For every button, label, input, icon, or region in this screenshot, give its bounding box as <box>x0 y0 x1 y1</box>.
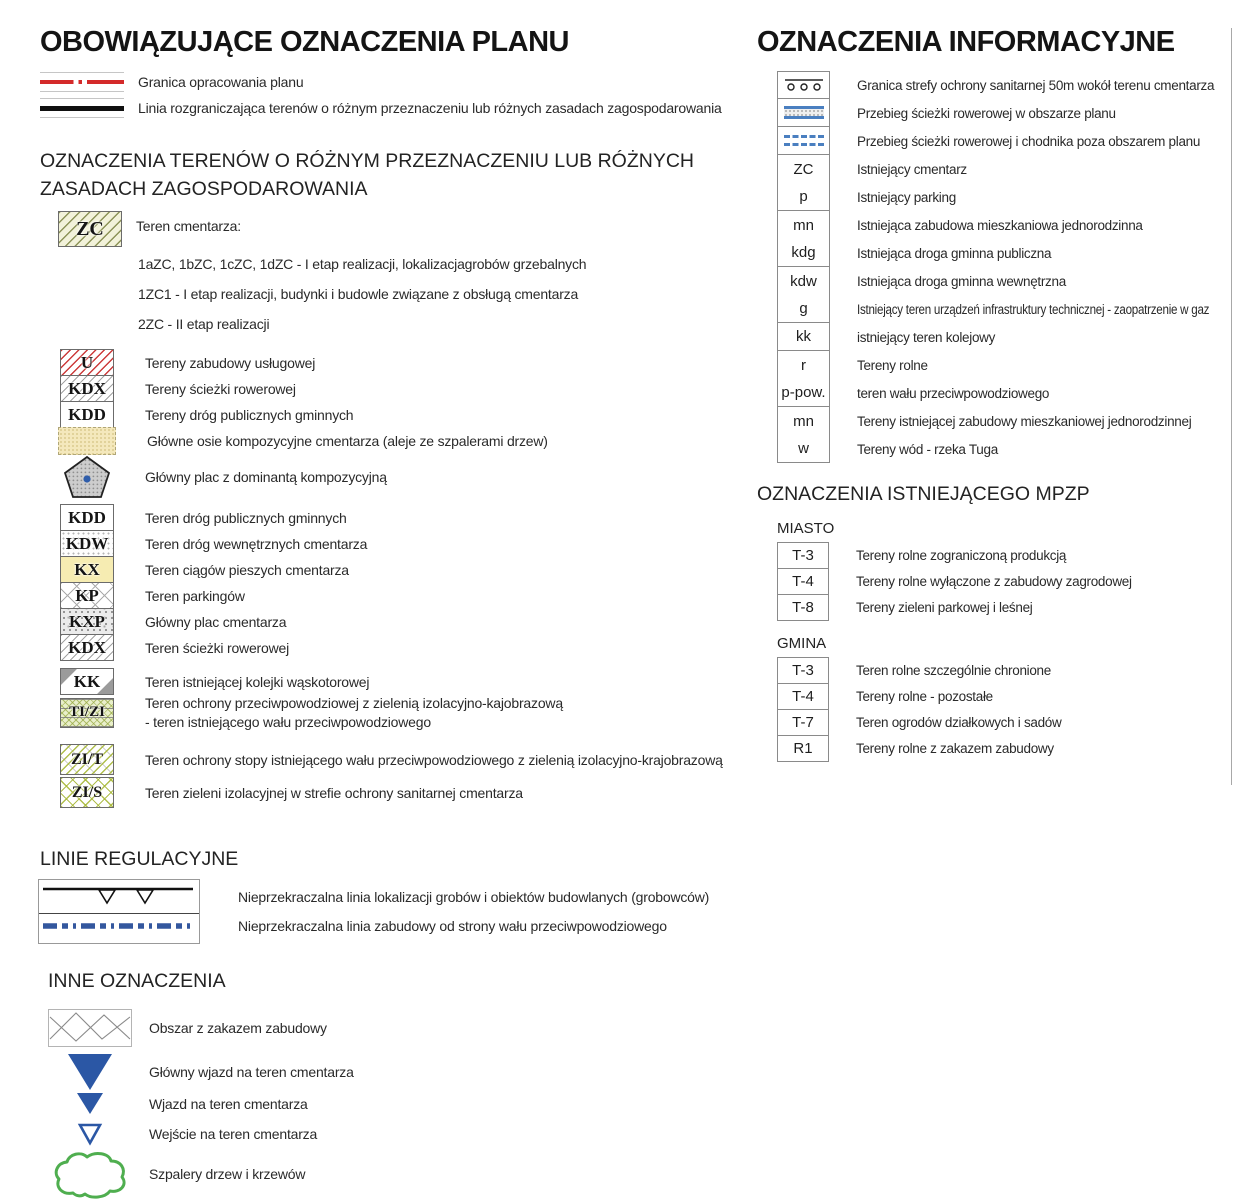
entrance-triangle-icon <box>58 1093 122 1114</box>
code-cell: mn <box>777 211 830 239</box>
code-cell: p-pow. <box>777 379 830 407</box>
swatch-code: KDD <box>68 404 106 424</box>
swatch-zit <box>60 744 114 775</box>
legend-row <box>40 375 745 402</box>
code-cell: w <box>777 435 830 463</box>
info-list <box>757 71 1235 463</box>
legend-row <box>40 69 745 95</box>
zones-list-a <box>40 349 745 500</box>
zones-heading-line2: ZASADACH ZAGOSPODAROWANIA <box>40 178 368 200</box>
legend-row <box>757 211 1235 239</box>
legend-label: Teren ogrodów działkowych i sadów <box>856 715 1062 730</box>
black-solid-line <box>40 106 124 111</box>
zc-sub-item: 2ZC - II etap realizacji <box>138 316 270 332</box>
legend-label: Granica strefy ochrony sanitarnej 50m wokół terenu cmentarza <box>857 77 1215 93</box>
legend-label: Przebieg ścieżki rowerowej i chodnika poza obszarem planu <box>857 133 1201 149</box>
sanitary-zone-line-icon <box>777 71 830 99</box>
legend-row <box>757 657 1235 684</box>
legend-row <box>757 379 1235 407</box>
legend-label: Wjazd na teren cmentarza <box>149 1095 308 1112</box>
legend-label: Tereny ścieżki rowerowej <box>145 380 296 397</box>
legend-row <box>40 777 745 808</box>
legend-label: Tereny rolne wyłączone z zabudowy zagrodowej <box>856 574 1132 589</box>
legend-label: Istniejąca droga gminna wewnętrzna <box>857 273 1066 289</box>
legend-label: Istniejący cmentarz <box>857 161 967 177</box>
cemetery-zone-block <box>40 211 745 339</box>
swatch-code: KDW <box>65 533 109 553</box>
swatch-code: KX <box>74 559 100 579</box>
miasto-table <box>757 542 1235 621</box>
code-cell: r <box>777 351 830 379</box>
swatch-kdx <box>60 634 114 661</box>
mandatory-symbols-column <box>40 26 745 1199</box>
zones-section-heading <box>40 147 745 203</box>
gmina-table <box>757 657 1235 762</box>
legend-label: Tereny dróg publicznych gminnych <box>145 406 354 423</box>
swatch-kdw <box>60 530 114 557</box>
legend-row <box>40 1149 745 1199</box>
legend-label-line1: Teren ochrony przeciwpowodziowej z zielenią izolacyjno-kajobrazową <box>145 695 563 711</box>
legend-row <box>40 504 745 531</box>
regulation-lines-symbols <box>38 879 200 944</box>
code-cell: T-3 <box>777 657 829 684</box>
legend-label: Teren zieleni izolacyjnej w strefie ochrony sanitarnej cmentarza <box>145 784 523 801</box>
code-cell: kdg <box>777 239 830 267</box>
bike-path-outside-plan-icon <box>777 127 830 155</box>
swatch-code: KP <box>75 585 99 605</box>
legend-row <box>757 709 1235 736</box>
legend-label: Teren dróg wewnętrznych cmentarza <box>145 535 368 552</box>
legend-row <box>757 351 1235 379</box>
grave-limit-line-icon <box>39 880 197 908</box>
swatch-code: TI/ZI <box>69 704 105 720</box>
legend-row <box>40 427 745 455</box>
plan-boundary-line-symbol <box>40 72 124 92</box>
legend-label: Tereny rolne z zakazem zabudowy <box>856 741 1054 756</box>
legend-row <box>40 1054 745 1090</box>
legend-label: Nieprzekraczalna linia lokalizacji grobów i obiektów budowlanych (grobowców) <box>238 889 710 905</box>
legend-row <box>757 155 1235 183</box>
code-cell: mn <box>777 407 830 435</box>
legend-row <box>40 211 745 247</box>
legend-label: Istniejąca zabudowa mieszkaniowa jednorodzinna <box>857 217 1143 233</box>
pedestrian-entrance-triangle-icon <box>58 1123 122 1145</box>
legend-row <box>40 582 745 609</box>
other-symbols-heading: INNE OZNACZENIA <box>48 970 226 992</box>
legend-row <box>40 634 745 661</box>
legend-row <box>757 267 1235 295</box>
swatch-code: KXP <box>69 611 105 631</box>
legend-label-line2: - teren istniejącego wału przeciwpowodziowego <box>145 713 431 730</box>
bike-path-in-plan-icon <box>777 99 830 127</box>
legend-row <box>40 1009 745 1047</box>
swatch-kdx <box>60 375 114 402</box>
swatch-code: KDX <box>68 637 106 657</box>
swatch-composition-axis <box>58 427 116 455</box>
legend-label: Istniejący parking <box>857 189 956 205</box>
legend-row <box>757 71 1235 99</box>
regulation-lines-block <box>40 879 745 944</box>
legend-label: Tereny wód - rzeka Tuga <box>857 441 998 457</box>
legend-label: Teren parkingów <box>145 587 245 604</box>
legend-row <box>40 95 745 121</box>
legend-label: Wejście na teren cmentarza <box>149 1126 318 1142</box>
legend-label: Przebieg ścieżki rowerowej w obszarze planu <box>857 105 1116 121</box>
miasto-label: MIASTO <box>777 520 835 537</box>
legend-label: Teren ścieżki rowerowej <box>145 639 290 656</box>
legend-row <box>40 349 745 376</box>
swatch-kdd <box>60 504 114 531</box>
legend-row <box>757 183 1235 211</box>
informational-symbols-title: OZNACZENIA INFORMACYJNE <box>757 26 1175 58</box>
legend-row <box>757 435 1235 463</box>
legend-row <box>40 694 745 731</box>
legend-label: Teren rolne szczególnie chronione <box>856 663 1051 678</box>
legend-label: Istniejąca droga gminna publiczna <box>857 245 1052 261</box>
gmina-label: GMINA <box>777 635 827 652</box>
code-cell: T-3 <box>777 542 829 569</box>
swatch-kdd <box>60 401 114 428</box>
legend-row <box>40 668 745 695</box>
legend-label: Nieprzekraczalna linia zabudowy od strony wału przeciwpowodziowego <box>238 918 667 934</box>
legend-row <box>40 454 745 500</box>
scan-edge-line <box>1231 28 1232 785</box>
code-cell: kk <box>777 323 830 351</box>
swatch-code: KDX <box>68 378 106 398</box>
legend-row <box>40 556 745 583</box>
legend-label: Teren cmentarza: <box>136 218 241 234</box>
legend-label: Główny wjazd na teren cmentarza <box>149 1064 354 1080</box>
regulation-lines-heading: LINIE REGULACYJNE <box>40 848 239 870</box>
legend-label: Teren istniejącej kolejki wąskotorowej <box>145 673 370 690</box>
swatch-zc <box>58 211 122 247</box>
legend-row <box>757 323 1235 351</box>
swatch-code: KDD <box>68 507 106 527</box>
legend-row <box>757 542 1235 569</box>
no-build-area-icon <box>58 1009 122 1047</box>
legend-row <box>757 683 1235 710</box>
zones-heading-line1: OZNACZENIA TERENÓW O RÓŻNYM PRZEZNACZENIU LUB RÓŻNYCH <box>40 150 695 172</box>
swatch-kx <box>60 556 114 583</box>
swatch-code: KK <box>73 671 101 691</box>
swatch-kp <box>60 582 114 609</box>
legend-label: istniejący teren kolejowy <box>857 329 996 345</box>
legend-label: Tereny rolne - pozostałe <box>856 689 993 704</box>
existing-mpzp-heading: OZNACZENIA ISTNIEJĄCEGO MPZP <box>757 483 1090 505</box>
mandatory-symbols-title: OBOWIĄZUJĄCE OZNACZENIA PLANU <box>40 26 569 58</box>
zc-sub-item: 1aZC, 1bZC, 1cZC, 1dZC - I etap realizacji, lokalizacjagrobów grzebalnych <box>138 256 587 272</box>
legend-label: teren wału przeciwpowodziowego <box>857 385 1050 401</box>
pentagon-icon <box>60 455 114 499</box>
legend-label: Szpalery drzew i krzewów <box>149 1166 306 1182</box>
swatch-kk <box>60 668 114 695</box>
legend-label: Obszar z zakazem zabudowy <box>149 1020 327 1036</box>
legend-label: Główne osie kompozycyjne cmentarza (aleje ze szpalerami drzew) <box>147 433 548 449</box>
legend-row <box>757 295 1235 323</box>
legend-row <box>757 594 1235 621</box>
red-dashdot-line <box>40 80 124 84</box>
legend-row <box>40 1123 745 1145</box>
informational-symbols-column <box>757 26 1235 762</box>
swatch-code: U <box>80 352 94 372</box>
code-cell: T-4 <box>777 568 829 595</box>
tree-row-cloud-icon <box>58 1149 122 1199</box>
legend-label: Granica opracowania planu <box>138 74 304 90</box>
building-limit-line-icon <box>39 914 197 938</box>
legend-row <box>757 407 1235 435</box>
main-entrance-triangle-icon <box>58 1054 122 1090</box>
code-cell: ZC <box>777 155 830 183</box>
swatch-u <box>60 349 114 376</box>
swatch-tizi <box>60 698 114 728</box>
legend-label: Główny plac cmentarza <box>145 613 287 630</box>
code-cell: p <box>777 183 830 211</box>
zones-list-b <box>40 504 745 808</box>
legend-label: Teren ciągów pieszych cmentarza <box>145 561 349 578</box>
legend-label: Tereny zieleni parkowej i leśnej <box>856 600 1033 615</box>
swatch-kxp <box>60 608 114 635</box>
swatch-code: ZC <box>76 217 104 240</box>
legend-row <box>757 127 1235 155</box>
code-cell: T-7 <box>777 709 829 736</box>
legend-row <box>757 99 1235 127</box>
code-cell: kdw <box>777 267 830 295</box>
legend-row <box>40 744 745 775</box>
legend-row <box>757 735 1235 762</box>
legend-row <box>40 530 745 557</box>
legend-row <box>40 1093 745 1114</box>
code-cell: R1 <box>777 735 829 762</box>
legend-label: Tereny zabudowy usługowej <box>145 354 316 371</box>
legend-label: Teren dróg publicznych gminnych <box>145 509 347 526</box>
swatch-code: ZI/S <box>71 783 103 801</box>
zc-sub-item: 1ZC1 - I etap realizacji, budynki i budowle związane z obsługą cmentarza <box>138 286 579 302</box>
code-cell: T-4 <box>777 683 829 710</box>
swatch-zis <box>60 777 114 808</box>
regulation-lines-labels <box>238 879 709 944</box>
legend-row <box>40 608 745 635</box>
legend-label: Linia rozgraniczająca terenów o różnym przeznaczeniu lub różnych zasadach zagospodarowania <box>138 100 722 116</box>
legend-row <box>40 401 745 428</box>
legend-label: Teren ochrony stopy istniejącego wału przeciwpowodziowego z zielenią izolacyjno-krajobrazową <box>145 751 723 768</box>
swatch-code: ZI/T <box>70 750 103 768</box>
legend-label: Tereny rolne <box>857 357 928 373</box>
legend-label: Tereny rolne zograniczoną produkcją <box>856 548 1067 563</box>
dividing-line-symbol <box>40 98 124 118</box>
legend-label: Główny plac z dominantą kompozycyjną <box>145 469 387 485</box>
legend-row <box>757 568 1235 595</box>
legend-label: Istniejący teren urządzeń infrastruktury technicznej - zaopatrzenie w gaz <box>857 301 1210 317</box>
code-cell: g <box>777 295 830 323</box>
legend-label: Tereny istniejącej zabudowy mieszkaniowej jednorodzinnej <box>857 413 1192 429</box>
code-cell: T-8 <box>777 594 829 621</box>
legend-row <box>757 239 1235 267</box>
legend-label <box>145 694 563 731</box>
